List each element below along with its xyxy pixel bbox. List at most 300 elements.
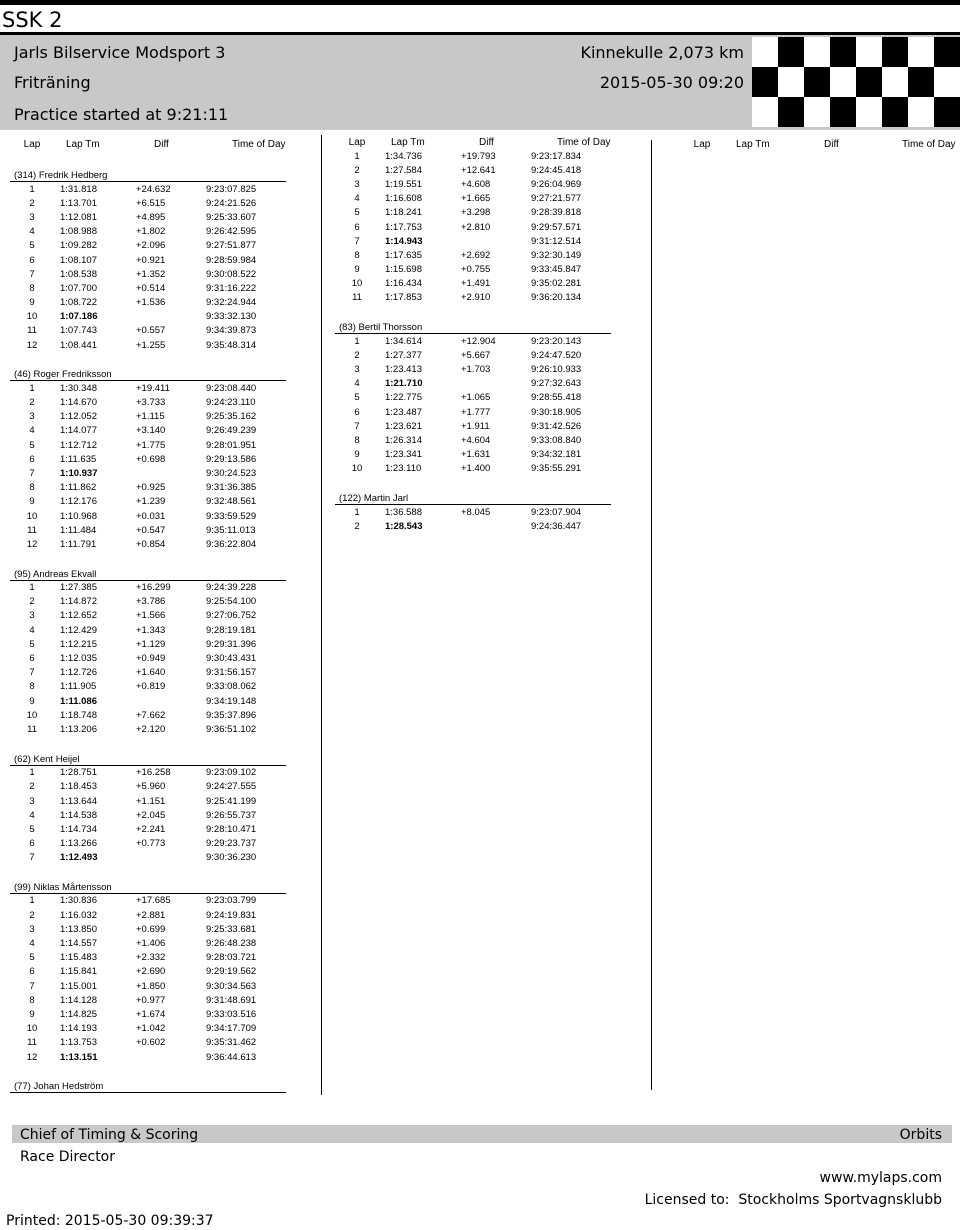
- lap-time: 1:12.726: [60, 667, 97, 679]
- lap-diff: +1.703: [461, 364, 491, 376]
- lap-row: [10, 1036, 312, 1050]
- column-header: [335, 135, 637, 149]
- lap-number: 6: [354, 221, 360, 233]
- lap-number: 9: [354, 264, 360, 276]
- lap-time: 1:23.621: [385, 420, 422, 432]
- lap-time: 1:12.052: [60, 411, 97, 423]
- time-of-day: 9:24:47.520: [531, 349, 582, 361]
- lap-row: [10, 1050, 312, 1064]
- lap-row: [335, 519, 637, 533]
- lap-diff: +3.140: [136, 425, 166, 437]
- lap-number: 7: [29, 980, 35, 992]
- lap-number: 6: [354, 406, 360, 418]
- lap-time: 1:36.588: [385, 506, 422, 518]
- lap-diff: +12.641: [461, 164, 496, 176]
- lap-diff: +1.911: [461, 420, 490, 432]
- lap-row: [335, 192, 637, 206]
- lap-time: 1:15.841: [60, 966, 97, 978]
- lap-number: 1: [29, 582, 35, 594]
- lap-number: 9: [29, 496, 35, 508]
- website-link[interactable]: www.mylaps.com: [819, 1170, 942, 1186]
- lap-time: 1:07.186: [60, 311, 98, 323]
- lap-number: 2: [354, 164, 360, 176]
- lap-time: 1:12.176: [60, 496, 97, 508]
- lap-number: 3: [354, 178, 360, 190]
- lap-row: [10, 979, 312, 993]
- time-of-day: 9:36:44.613: [206, 1051, 257, 1063]
- lap-time: 1:11.484: [60, 524, 97, 536]
- lap-diff: +1.665: [461, 193, 491, 205]
- lap-diff: +1.777: [461, 406, 491, 418]
- lap-row: [10, 481, 312, 495]
- driver-heading: (99) Niklas Mårtensson: [10, 879, 286, 894]
- lap-number: 10: [26, 1023, 38, 1035]
- lap-diff: +1.129: [136, 638, 166, 650]
- lap-diff: +2.810: [461, 221, 491, 233]
- time-of-day: 9:23:03.799: [206, 895, 257, 907]
- lap-time: 1:27.385: [60, 582, 97, 594]
- lap-row: [10, 837, 312, 851]
- lap-diff: +0.949: [136, 653, 166, 665]
- lap-number: 4: [29, 809, 35, 821]
- time-of-day: 9:29:13.586: [206, 453, 257, 465]
- lap-time: 1:22.775: [385, 392, 422, 404]
- lap-time: 1:08.441: [60, 339, 97, 351]
- lap-number: 2: [29, 397, 35, 409]
- track-name: Kinnekulle 2,073 km: [580, 43, 744, 62]
- lap-row: [10, 651, 312, 665]
- lap-diff: +2.692: [461, 249, 491, 261]
- lap-diff: +3.298: [461, 207, 491, 219]
- lap-time: 1:12.493: [60, 852, 98, 864]
- event-name: Jarls Bilservice Modsport 3: [14, 43, 226, 62]
- lap-number: 10: [26, 311, 38, 323]
- time-of-day: 9:31:12.514: [531, 235, 582, 247]
- time-of-day: 9:35:11.013: [206, 524, 256, 536]
- time-of-day: 9:34:39.873: [206, 325, 257, 337]
- lap-row: [10, 694, 312, 708]
- lap-time: 1:30.836: [60, 895, 97, 907]
- lap-row: [335, 220, 637, 234]
- time-of-day: 9:28:39.818: [531, 207, 582, 219]
- lap-time: 1:08.107: [60, 254, 97, 266]
- time-of-day: 9:23:07.904: [531, 506, 582, 518]
- column-header: [10, 135, 312, 153]
- time-of-day: 9:31:16.222: [206, 282, 257, 294]
- lap-diff: +0.925: [136, 482, 166, 494]
- lap-number: 4: [29, 425, 35, 437]
- time-of-day: 9:36:51.102: [206, 723, 257, 735]
- lap-time: 1:16.032: [60, 909, 97, 921]
- header-time-of-day: Time of Day: [232, 138, 286, 150]
- lap-row: [10, 410, 312, 424]
- lap-row: [10, 894, 312, 908]
- driver-heading: (122) Martin Jarl: [335, 490, 611, 505]
- lap-time: 1:17.635: [385, 249, 422, 261]
- driver-heading: (46) Roger Fredriksson: [10, 366, 286, 381]
- lap-number: 5: [354, 392, 360, 404]
- lap-row: [335, 448, 637, 462]
- lap-row: [335, 234, 637, 248]
- lap-row: [10, 210, 312, 224]
- time-of-day: 9:24:21.526: [206, 197, 257, 209]
- lap-time: 1:13.850: [60, 923, 97, 935]
- lap-diff: +2.881: [136, 909, 166, 921]
- lap-row: [10, 908, 312, 922]
- lap-diff: +2.910: [461, 292, 491, 304]
- lap-number: 2: [29, 197, 35, 209]
- lap-row: [10, 253, 312, 267]
- column-divider: [321, 135, 322, 1095]
- lap-row: [335, 277, 637, 291]
- session-start: Practice started at 9:21:11: [14, 105, 229, 124]
- lap-number: 8: [29, 681, 35, 693]
- lap-time: 1:16.434: [385, 278, 422, 290]
- lap-row: [10, 438, 312, 452]
- driver-heading: (62) Kent Heijel: [10, 751, 286, 766]
- driver-heading: (83) Bertil Thorsson: [335, 319, 611, 334]
- time-of-day: 9:23:17.834: [531, 150, 582, 162]
- lap-row: [335, 334, 637, 348]
- lap-diff: +0.773: [136, 838, 166, 850]
- lap-number: 1: [29, 382, 35, 394]
- lap-number: 8: [354, 249, 360, 261]
- session-datetime: 2015-05-30 09:20: [599, 73, 744, 92]
- lap-diff: +19.411: [136, 382, 170, 394]
- time-of-day: 9:32:48.561: [206, 496, 257, 508]
- lap-number: 12: [26, 1051, 38, 1063]
- time-of-day: 9:30:08.522: [206, 268, 257, 280]
- lap-diff: +19.793: [461, 150, 496, 162]
- lap-number: 3: [29, 411, 35, 423]
- lap-row: [10, 537, 312, 551]
- lap-time: 1:15.483: [60, 952, 97, 964]
- lap-time: 1:11.862: [60, 482, 97, 494]
- lap-row: [10, 296, 312, 310]
- lap-diff: +1.400: [461, 463, 491, 475]
- lap-time: 1:09.282: [60, 240, 97, 252]
- lap-time: 1:23.341: [385, 449, 422, 461]
- lap-number: 5: [29, 439, 35, 451]
- time-of-day: 9:30:24.523: [206, 467, 257, 479]
- time-of-day: 9:29:31.396: [206, 638, 257, 650]
- time-of-day: 9:28:10.471: [206, 823, 257, 835]
- lap-number: 1: [29, 895, 35, 907]
- lap-row: [10, 182, 312, 196]
- lap-diff: +8.045: [461, 506, 491, 518]
- lap-row: [10, 196, 312, 210]
- header-lap-time: Lap Tm: [736, 138, 770, 150]
- lap-number: 11: [27, 723, 37, 735]
- lap-time: 1:15.001: [60, 980, 97, 992]
- lap-number: 1: [354, 335, 360, 347]
- time-of-day: 9:31:56.157: [206, 667, 257, 679]
- lap-diff: +1.850: [136, 980, 166, 992]
- driver-heading: (314) Fredrik Hedberg: [10, 167, 286, 182]
- lap-number: 6: [29, 653, 35, 665]
- lap-diff: +0.977: [136, 994, 166, 1006]
- time-of-day: 9:30:34.563: [206, 980, 257, 992]
- lap-number: 4: [354, 378, 360, 390]
- lap-number: 4: [29, 938, 35, 950]
- lap-diff: +6.515: [136, 197, 166, 209]
- lap-diff: +1.802: [136, 226, 166, 238]
- lap-diff: +4.608: [461, 178, 491, 190]
- lap-time: 1:18.453: [60, 781, 97, 793]
- lap-diff: +1.042: [136, 1023, 166, 1035]
- lap-number: 8: [29, 282, 35, 294]
- lap-diff: +1.406: [136, 938, 166, 950]
- lap-time: 1:11.086: [60, 695, 97, 707]
- lap-row: [10, 637, 312, 651]
- time-of-day: 9:35:37.896: [206, 709, 257, 721]
- lap-diff: +1.255: [136, 339, 166, 351]
- lap-diff: +2.241: [136, 823, 166, 835]
- lap-diff: +7.662: [136, 709, 166, 721]
- lap-number: 5: [29, 638, 35, 650]
- lap-time: 1:08.722: [60, 297, 97, 309]
- lap-time: 1:14.193: [60, 1023, 97, 1035]
- lap-diff: +24.632: [136, 183, 171, 195]
- lap-row: [10, 780, 312, 794]
- time-of-day: 9:35:55.291: [531, 463, 582, 475]
- lap-diff: +16.299: [136, 582, 171, 594]
- time-of-day: 9:24:23.110: [206, 397, 256, 409]
- lap-row: [335, 462, 637, 476]
- time-of-day: 9:23:08.440: [206, 382, 257, 394]
- lap-number: 5: [354, 207, 360, 219]
- time-of-day: 9:29:57.571: [531, 221, 582, 233]
- licensee: Stockholms Sportvagnsklubb: [738, 1192, 942, 1208]
- driver-heading: (77) Johan Hedström: [10, 1078, 286, 1093]
- time-of-day: 9:24:36.447: [531, 520, 582, 532]
- lap-time: 1:13.206: [60, 723, 97, 735]
- lap-time: 1:18.748: [60, 709, 97, 721]
- lap-row: [10, 851, 312, 865]
- lap-number: 6: [29, 838, 35, 850]
- lap-time: 1:14.077: [60, 425, 97, 437]
- lap-time: 1:23.487: [385, 406, 422, 418]
- lap-diff: +0.031: [136, 510, 166, 522]
- time-of-day: 9:28:19.181: [206, 624, 257, 636]
- lap-number: 9: [29, 695, 35, 707]
- lap-row: [335, 419, 637, 433]
- lap-number: 9: [29, 297, 35, 309]
- time-of-day: 9:26:04.969: [531, 178, 582, 190]
- time-of-day: 9:27:51.877: [206, 240, 257, 252]
- lap-row: [10, 722, 312, 736]
- lap-number: 7: [29, 852, 35, 864]
- lap-row: [10, 338, 312, 352]
- lap-diff: +1.065: [461, 392, 491, 404]
- header-diff: Diff: [479, 136, 494, 148]
- header-lap-time: Lap Tm: [66, 138, 100, 150]
- results-column-1: [10, 135, 312, 1093]
- time-of-day: 9:23:09.102: [206, 767, 257, 779]
- lap-time: 1:14.825: [60, 1008, 97, 1020]
- lap-number: 3: [29, 795, 35, 807]
- lap-time: 1:16.608: [385, 193, 422, 205]
- lap-diff: +0.921: [136, 254, 166, 266]
- lap-number: 1: [354, 506, 360, 518]
- lap-time: 1:13.151: [60, 1051, 98, 1063]
- lap-row: [335, 377, 637, 391]
- lap-number: 6: [29, 254, 35, 266]
- lap-number: 11: [27, 1037, 37, 1049]
- lap-row: [10, 281, 312, 295]
- time-of-day: 9:36:20.134: [531, 292, 582, 304]
- time-of-day: 9:24:39.228: [206, 582, 257, 594]
- lap-diff: +17.685: [136, 895, 171, 907]
- time-of-day: 9:25:35.162: [206, 411, 257, 423]
- lap-number: 3: [29, 610, 35, 622]
- header-time-of-day: Time of Day: [557, 136, 611, 148]
- lap-time: 1:07.700: [60, 282, 97, 294]
- lap-row: [10, 1007, 312, 1021]
- lap-row: [10, 623, 312, 637]
- lap-diff: +0.547: [136, 524, 166, 536]
- lap-diff: +1.640: [136, 667, 166, 679]
- lap-diff: +1.343: [136, 624, 166, 636]
- lap-diff: +4.895: [136, 211, 166, 223]
- lap-diff: +0.602: [136, 1037, 166, 1049]
- lap-number: 3: [29, 211, 35, 223]
- time-of-day: 9:28:59.984: [206, 254, 257, 266]
- lap-diff: +1.775: [136, 439, 166, 451]
- time-of-day: 9:27:21.577: [531, 193, 582, 205]
- header-lap: Lap: [348, 136, 366, 148]
- lap-diff: +16.258: [136, 767, 171, 779]
- time-of-day: 9:33:59.529: [206, 510, 257, 522]
- lap-number: 1: [29, 767, 35, 779]
- lap-row: [10, 452, 312, 466]
- column-divider: [651, 140, 652, 1090]
- lap-number: 7: [354, 420, 360, 432]
- lap-number: 10: [26, 510, 38, 522]
- lap-row: [10, 310, 312, 324]
- lap-diff: +1.536: [136, 297, 166, 309]
- lap-row: [10, 666, 312, 680]
- lap-time: 1:14.872: [60, 596, 97, 608]
- lap-row: [10, 267, 312, 281]
- lap-time: 1:31.818: [60, 183, 97, 195]
- lap-time: 1:21.710: [385, 378, 423, 390]
- lap-number: 4: [29, 624, 35, 636]
- time-of-day: 9:30:43.431: [206, 653, 257, 665]
- time-of-day: 9:34:17.709: [206, 1023, 257, 1035]
- lap-row: [335, 391, 637, 405]
- lap-number: 5: [29, 240, 35, 252]
- time-of-day: 9:26:42.595: [206, 226, 257, 238]
- lap-time: 1:12.035: [60, 653, 97, 665]
- lap-time: 1:23.413: [385, 364, 422, 376]
- license-line: [645, 1192, 942, 1208]
- lap-time: 1:23.110: [385, 463, 422, 475]
- time-of-day: 9:26:55.737: [206, 809, 257, 821]
- top-rule: [0, 0, 960, 5]
- time-of-day: 9:26:48.238: [206, 938, 257, 950]
- lap-number: 11: [27, 524, 37, 536]
- lap-time: 1:13.753: [60, 1037, 97, 1049]
- lap-number: 11: [352, 292, 362, 304]
- time-of-day: 9:25:41.199: [206, 795, 257, 807]
- lap-time: 1:10.937: [60, 467, 98, 479]
- lap-time: 1:26.314: [385, 434, 422, 446]
- lap-row: [335, 291, 637, 305]
- time-of-day: 9:25:54.100: [206, 596, 257, 608]
- checkered-flag-icon: [752, 37, 960, 127]
- lap-time: 1:14.128: [60, 994, 97, 1006]
- time-of-day: 9:29:23.737: [206, 838, 257, 850]
- lap-time: 1:13.266: [60, 838, 97, 850]
- lap-number: 3: [354, 364, 360, 376]
- lap-diff: +1.352: [136, 268, 166, 280]
- lap-number: 4: [354, 193, 360, 205]
- lap-row: [335, 149, 637, 163]
- lap-time: 1:14.557: [60, 938, 97, 950]
- lap-row: [10, 395, 312, 409]
- lap-diff: +0.557: [136, 325, 166, 337]
- lap-time: 1:13.701: [60, 197, 97, 209]
- lap-row: [10, 495, 312, 509]
- lap-row: [335, 163, 637, 177]
- lap-number: 6: [29, 966, 35, 978]
- lap-row: [335, 362, 637, 376]
- lap-number: 2: [29, 596, 35, 608]
- time-of-day: 9:31:42.526: [531, 420, 582, 432]
- lap-row: [10, 239, 312, 253]
- header-diff: Diff: [154, 138, 169, 150]
- lap-diff: +2.096: [136, 240, 166, 252]
- time-of-day: 9:30:36.230: [206, 852, 257, 864]
- lap-diff: +3.786: [136, 596, 166, 608]
- lap-row: [10, 1022, 312, 1036]
- time-of-day: 9:23:20.143: [531, 335, 582, 347]
- time-of-day: 9:24:27.555: [206, 781, 257, 793]
- lap-number: 8: [29, 994, 35, 1006]
- lap-diff: +2.332: [136, 952, 166, 964]
- time-of-day: 9:25:33.681: [206, 923, 257, 935]
- lap-time: 1:07.743: [60, 325, 97, 337]
- licensed-label: Licensed to:: [644, 1192, 730, 1208]
- lap-row: [335, 206, 637, 220]
- time-of-day: 9:23:07.825: [206, 183, 257, 195]
- lap-diff: +0.698: [136, 453, 166, 465]
- lap-time: 1:10.968: [60, 510, 97, 522]
- lap-time: 1:28.751: [60, 767, 97, 779]
- lap-row: [335, 248, 637, 262]
- lap-number: 2: [29, 909, 35, 921]
- lap-time: 1:34.614: [385, 335, 422, 347]
- lap-row: [10, 993, 312, 1007]
- lap-row: [10, 609, 312, 623]
- lap-diff: +0.854: [136, 538, 166, 550]
- lap-time: 1:34.736: [385, 150, 422, 162]
- column-header: [680, 135, 960, 153]
- header-time-of-day: Time of Day: [902, 138, 956, 150]
- lap-row: [10, 523, 312, 537]
- lap-diff: +1.566: [136, 610, 166, 622]
- time-of-day: 9:32:24.944: [206, 297, 257, 309]
- lap-number: 10: [26, 709, 38, 721]
- chief-of-timing: Chief of Timing & Scoring: [20, 1127, 199, 1143]
- lap-row: [10, 466, 312, 480]
- lap-number: 4: [29, 226, 35, 238]
- lap-row: [10, 225, 312, 239]
- lap-number: 2: [29, 781, 35, 793]
- lap-row: [10, 822, 312, 836]
- lap-time: 1:18.241: [385, 207, 422, 219]
